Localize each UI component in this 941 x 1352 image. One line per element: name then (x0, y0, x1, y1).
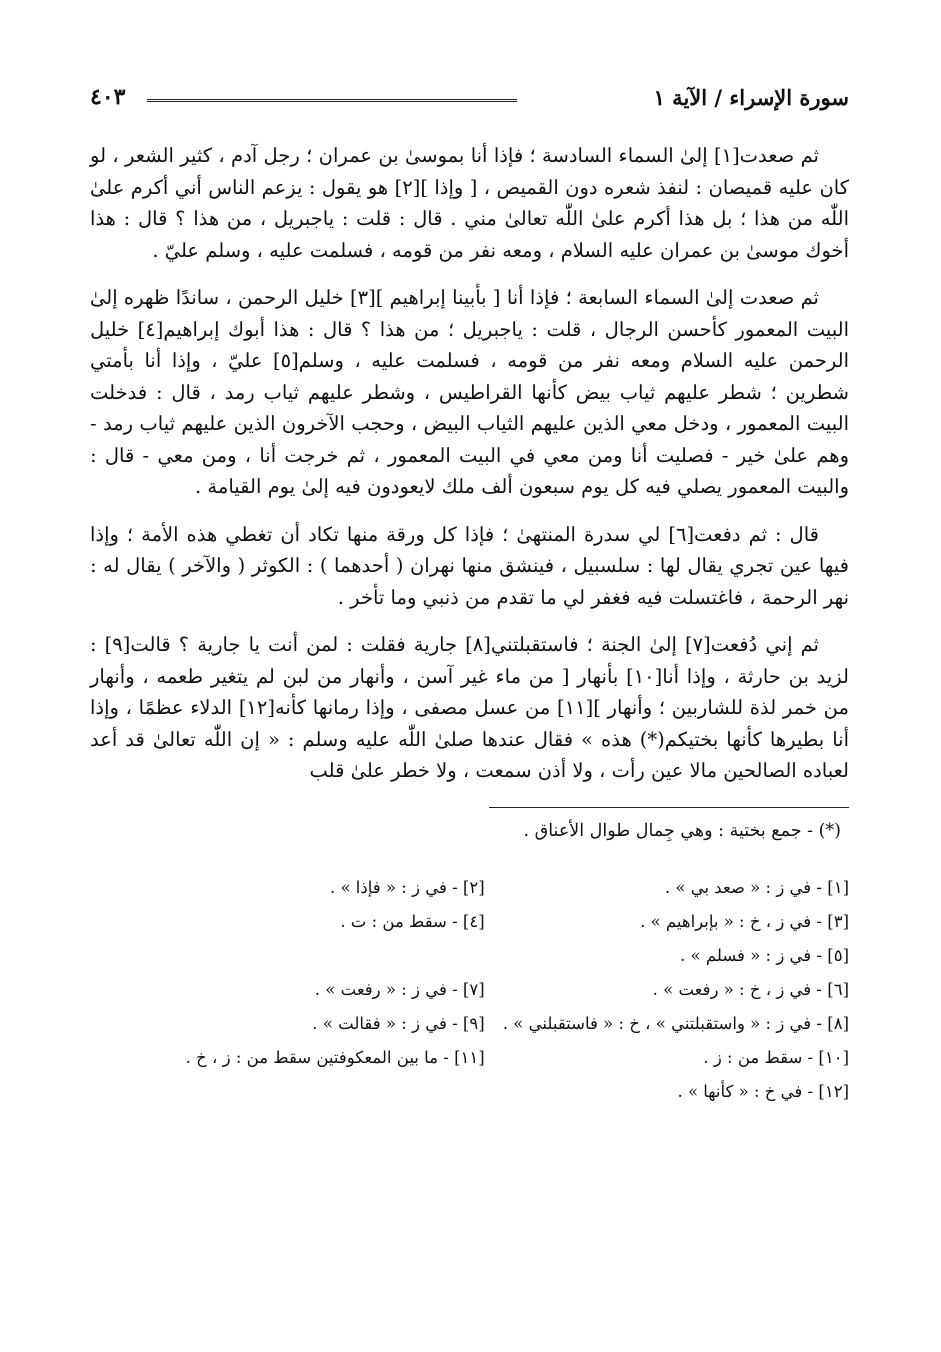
footnote-divider (489, 807, 849, 808)
variant-note: [٤] - سقط من : ت . (340, 911, 485, 931)
page-number: ٤٠٣ (90, 84, 126, 110)
variant-note: [١٢] - في خ : « كأنها » . (677, 1081, 849, 1101)
variant-note: [١٠] - سقط من : ز . (703, 1047, 849, 1067)
paragraph-2: ثم صعدت إلىٰ السماء السابعة ؛ فإذا أنا [ بأبينا إبراهيم ][٣] خليل الرحمن ، ساندًا ظهره إلىٰ البيت المعمور كأحسن الرجال ، قلت : ياجبريل ؛ من هذا ؟ قال : هذا أبوك إبراهيم[٤] خليل الرحمن عليه السلام ومعه نفر من قومه ، فسلمت عليه ، وسلم[٥] عليّ ، وإذا أنا بأمتي شطرين ؛ شطر عليهم ثياب بيض كأنها القراطيس ، وشطر عليهم ثياب رمد ، قال : فدخلت البيت المعمور ، ودخل معي الذين عليهم الثياب البيض ، وحجب الآخرون الذين عليهم ثياب رمد - وهم علىٰ خير - فصليت أنا ومن معي في البيت المعمور ، ثم خرجت أنا ، ومن معي - قال : والبيت المعمور يصلي فيه كل يوم سبعون ألف ملك لايعودون فيه إلىٰ يوم القيامة . (90, 286, 849, 498)
variant-note (90, 942, 485, 970)
variant-readings (90, 874, 849, 1106)
variant-note: [٣] - في ز ، خ : « بإبراهيم » . (640, 911, 849, 931)
explanatory-footnote: (*) - جمع بختية : وهي جِمال طوال الأعناق . (523, 820, 841, 841)
header-title: سورة الإسراء / الآية ١ (653, 85, 849, 110)
variant-note: [٨] - في ز : « واستقبلتني » ، خ : « فاستقبلني » . (502, 1013, 849, 1033)
running-header (90, 62, 849, 108)
variant-note: [١١] - ما بين المعكوفتين سقط من : ز ، خ . (185, 1047, 485, 1067)
variant-note: [٢] - في ز : « فإذا » . (329, 877, 485, 897)
variant-note (90, 1078, 485, 1106)
variant-note: [١] - في ز : « صعد بي » . (664, 877, 849, 897)
variant-note: [٦] - في ز ، خ : « رفعت » . (652, 979, 849, 999)
header-rule (147, 99, 517, 102)
paragraph-4: ثم إني دُفعت[٧] إلىٰ الجنة ؛ فاستقبلتني[٨] جارية فقلت : لمن أنت يا جارية ؟ قالت[٩] : لزيد بن حارثة ، وإذا أنا[١٠] بأنهار [ من ماء غير آسن ، وأنهار من لبن لم يتغير طعمه ، وأنهار من خمر لذة للشاربين ؛ وأنهار ][١١] من عسل مصفى ، وإذا رمانها كأنه[١٢] الدلاء عظمًا ، وإذا أنا بطيرها كأنها بختيكم(*) هذه » فقال عندها صلىٰ اللّٰه عليه وسلم : « إن اللّٰه تعالىٰ قد أعد لعباده الصالحين مالا عين رأت ، ولا أذن سمعت ، ولا خطر علىٰ قلب (90, 633, 849, 782)
paragraph-3: قال : ثم دفعت[٦] لي سدرة المنتهىٰ ؛ فإذا كل ورقة منها تكاد أن تغطي هذه الأمة ؛ وإذا فيها عين تجري يقال لها : سلسبيل ، فينشق منها نهران ( أحدهما ) : الكوثر ( والآخر ) يقال له : نهر الرحمة ، فاغتسلت فيه فغفر لي ما تقدم من ذنبي وما تأخر . (90, 522, 849, 609)
variant-note: [٩] - في ز : « فقالت » . (312, 1013, 485, 1033)
variant-note: [٧] - في ز : « رفعت » . (314, 979, 485, 999)
variant-note: [٥] - في ز : « فسلم » . (680, 945, 849, 965)
paragraph-1: ثم صعدت[١] إلىٰ السماء السادسة ؛ فإذا أنا بموسىٰ بن عمران ؛ رجل آدم ، كثير الشعر ، لو كان عليه قميصان : لنفذ شعره دون القميص ، [ وإذا ][٢] هو يقول : يزعم الناس أني أكرم علىٰ اللّٰه من هذا ؛ بل هذا أكرم علىٰ اللّٰه تعالىٰ مني . قال : قلت : ياجبريل ، من هذا ؟ قال : هذا أخوك موسىٰ بن عمران عليه السلام ، ومعه نفر من قومه ، فسلمت عليه ، وسلم عليّ . (90, 144, 850, 262)
main-text (90, 140, 849, 787)
